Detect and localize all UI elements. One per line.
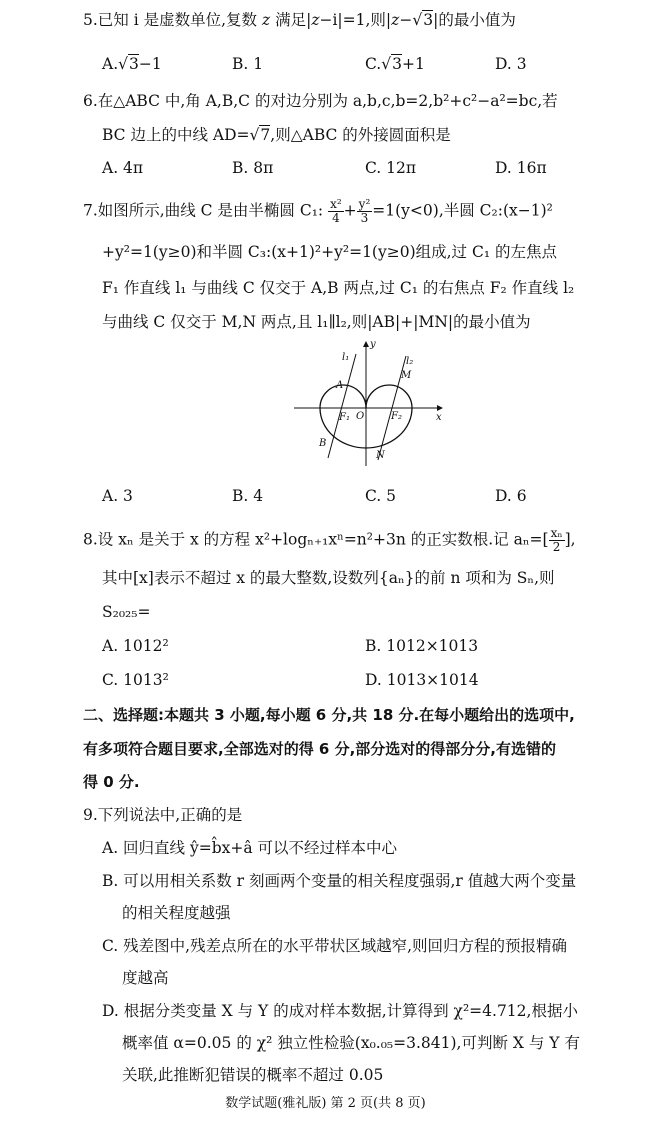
curve-c2 xyxy=(366,385,412,408)
q8-option-c: C. 1013² xyxy=(102,671,169,689)
q9-option-d-line2: 概率值 α=0.05 的 χ² 独立性检验(x₀.₀₅=3.841),可判断 X 与 Y 有 xyxy=(122,1034,580,1052)
q9-option-c-line1: C. 残差图中,残差点所在的水平带状区域越窄,则回归方程的预报精确 xyxy=(102,937,568,955)
q6-option-b: B. 8π xyxy=(232,159,274,177)
q5-var-z-2: z xyxy=(311,11,320,29)
q8-option-d: D. 1013×1014 xyxy=(365,671,479,689)
q6-option-c: C. 12π xyxy=(365,159,417,177)
q8-option-a: A. 1012² xyxy=(102,637,169,655)
q6-option-d: D. 16π xyxy=(495,159,547,177)
q9-option-b-line2: 的相关程度越强 xyxy=(122,904,231,922)
label-x: x xyxy=(436,412,442,423)
q5-var-z: z xyxy=(261,11,271,29)
page-footer: 数学试题(雅礼版) 第 2 页(共 8 页) xyxy=(225,1096,426,1111)
q8-line1: 8.设 xₙ 是关于 x 的方程 x²+logₙ₊₁xⁿ=n²+3n 的正实数根.记 aₙ=[ $\frac{\text{xₙ}}{2}$ ], xyxy=(83,526,576,554)
q7-frac-y: $\frac{\text{y²}}{3}$ xyxy=(358,197,371,225)
q9-option-b-line1: B. 可以用相关系数 r 刻画两个变量的相关程度强弱,r 值越大两个变量 xyxy=(102,872,577,890)
q9-option-d-line1: D. 根据分类变量 X 与 Y 的成对样本数据,计算得到 χ²=4.712,根据小 xyxy=(102,1002,578,1020)
q7-line4: 与曲线 C 仅交于 M,N 两点,且 l₁∥l₂,则|AB|+|MN|的最小值为 xyxy=(102,313,531,331)
q6-line1: 6.在△ABC 中,角 A,B,C 的对边分别为 a,b,c,b=2,b²+c²−a²=bc,若 xyxy=(83,92,558,110)
q5-option-b: B. 1 xyxy=(232,55,264,73)
q7-option-b: B. 4 xyxy=(232,487,264,505)
q5-option-c: C.√3+1 xyxy=(365,55,425,73)
label-l1: l₁ xyxy=(342,352,350,363)
q5-root-arg: 3 xyxy=(423,11,434,29)
q5-stem-part2: 满足| xyxy=(275,11,312,29)
q7-frac-x: $\frac{\text{x²}}{4}$ xyxy=(330,197,342,225)
q5-option-a: A.√3−1 xyxy=(102,55,162,73)
q5-option-d: D. 3 xyxy=(495,55,527,73)
q6-line2: BC 边上的中线 AD=√7,则△ABC 的外接圆面积是 xyxy=(102,126,451,144)
q6-option-a: A. 4π xyxy=(102,159,144,177)
section2-line2: 有多项符合题目要求,全部选对的得 6 分,部分选对的得部分分,有选错的 xyxy=(83,740,556,758)
label-m: M xyxy=(401,370,412,381)
q7-line2: +y²=1(y≥0)和半圆 C₃:(x+1)²+y²=1(y≥0)组成,过 C₁ 的左焦点 xyxy=(102,243,557,261)
q8-option-b: B. 1012×1013 xyxy=(365,637,479,655)
q5-stem: 5.已知 i 是虚数单位,复数 z 满足|z−i|=1,则|z−√3|的最小值为 xyxy=(83,11,516,29)
section2-line1: 二、选择题:本题共 3 小题,每小题 6 分,共 18 分.在每小题给出的选项中, xyxy=(83,706,575,724)
label-a: A xyxy=(336,380,344,391)
label-n: N xyxy=(376,450,385,461)
q7-option-d: D. 6 xyxy=(495,487,527,505)
q5-stem-part5: |的最小值为 xyxy=(433,11,516,29)
q7-curve-figure xyxy=(290,338,450,470)
q9-option-d-line3: 关联,此推断犯错误的概率不超过 0.05 xyxy=(122,1066,384,1084)
label-o: O xyxy=(356,411,365,422)
q5-stem-part4: − xyxy=(399,11,413,29)
label-y: y xyxy=(370,339,376,350)
q5-stem-part1: 5.已知 i 是虚数单位,复数 xyxy=(83,11,258,29)
q7-line1: 7.如图所示,曲线 C 是由半椭圆 C₁: $\frac{\text{x²}}{4}$ + $\frac{\text{y²}}{3}$ =1(y<0),半圆 C₂:(x−1)² xyxy=(83,197,553,225)
q5-stem-part3: −i|=1,则| xyxy=(319,11,392,29)
label-f2: F₂ xyxy=(391,411,402,422)
q7-line3: F₁ 作直线 l₁ 与曲线 C 仅交于 A,B 两点,过 C₁ 的右焦点 F₂ 作直线 l₂ xyxy=(102,279,575,297)
q7-option-c: C. 5 xyxy=(365,487,397,505)
q7-option-a: A. 3 xyxy=(102,487,133,505)
q5-var-z-3: z xyxy=(391,11,400,29)
section2-line3: 得 0 分. xyxy=(83,773,140,791)
label-b: B xyxy=(319,438,327,449)
q9-stem: 9.下列说法中,正确的是 xyxy=(83,806,243,824)
label-l2: l₂ xyxy=(406,356,414,367)
label-f1: F₁ xyxy=(339,412,350,423)
q8-line2: 其中[x]表示不超过 x 的最大整数,设数列{aₙ}的前 n 项和为 Sₙ,则 xyxy=(102,569,555,587)
q9-option-a: A. 回归直线 ŷ=b̂x+â 可以不经过样本中心 xyxy=(102,839,398,857)
q9-option-c-line2: 度越高 xyxy=(122,969,169,987)
q8-line3: S₂₀₂₅= xyxy=(102,603,151,621)
